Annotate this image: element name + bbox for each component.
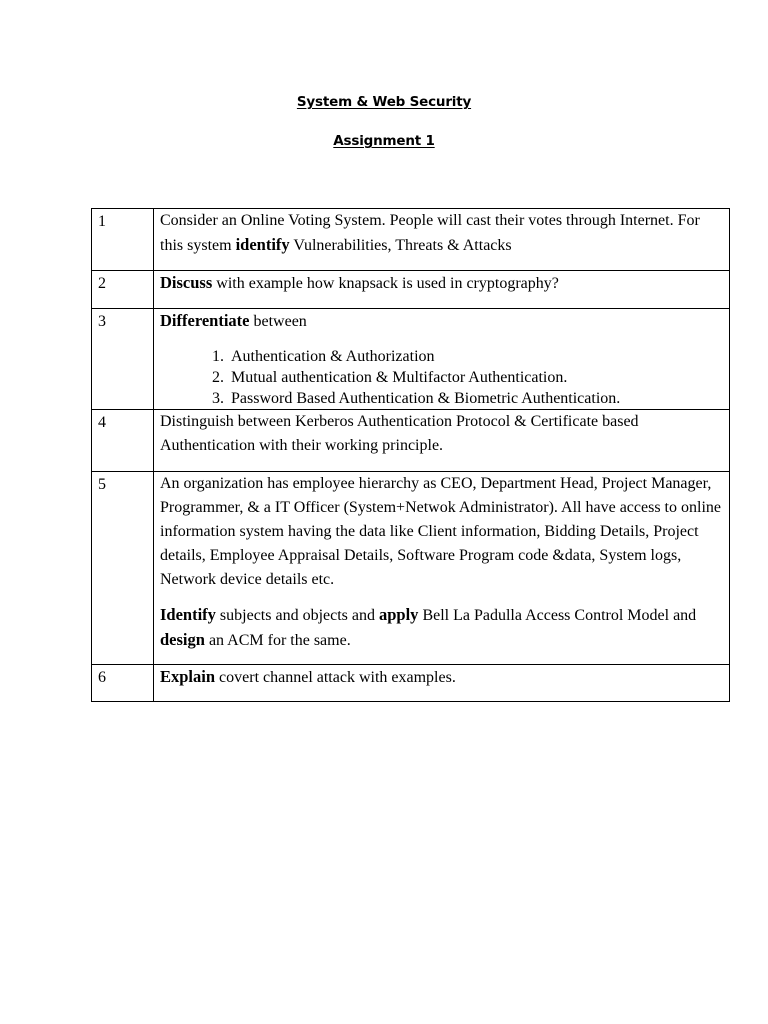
question-number: 6 <box>92 665 154 702</box>
table-row <box>92 665 730 702</box>
question-number: 4 <box>92 410 154 472</box>
question-keyword: Explain <box>160 667 216 686</box>
question-text: Discuss with example how knapsack is used in cryptography? <box>154 271 730 309</box>
question-text: Differentiate between 1. Authentication & Authorization 2. Mutual authentication & Multifactor Authentication. 3. Password Based Authentication & Biometric Authentication. <box>154 309 730 410</box>
question-keyword: design <box>160 630 205 649</box>
document-title: System & Web Security <box>296 94 472 110</box>
list-item: 1. Authentication & Authorization <box>228 346 723 367</box>
question-text: Consider an Online Voting System. People will cast their votes through Internet. For this system identify Vulnerabilities, Threats & Attacks <box>154 209 730 271</box>
list-item: 3. Password Based Authentication & Biometric Authentication. <box>228 388 723 409</box>
assignment-table <box>91 208 730 702</box>
question-number: 2 <box>92 271 154 309</box>
question-text: Explain covert channel attack with examples. <box>154 665 730 702</box>
question-number: 5 <box>92 472 154 665</box>
table-row <box>92 410 730 472</box>
comparison-list <box>160 346 723 409</box>
question-keyword: Identify <box>160 605 216 624</box>
table-row <box>92 209 730 271</box>
question-text: An organization has employee hierarchy as CEO, Department Head, Project Manager, Programmer, & a IT Officer (System+Netwok Administrator). All have access to online information system having the data like Client information, Bidding Details, Project details, Employee Appraisal Details, Software Program code &data, System logs, Network device details etc. Identify subjects and objects and apply Bell La Padulla Access Control Model and design an ACM for the same. <box>154 472 730 665</box>
question-keyword: apply <box>379 605 419 624</box>
question-keyword: Differentiate <box>160 311 250 330</box>
document-subtitle: Assignment 1 <box>333 133 435 149</box>
question-number: 3 <box>92 309 154 410</box>
question-keyword: identify <box>235 235 290 254</box>
question-keyword: Discuss <box>160 273 213 292</box>
list-item: 2. Mutual authentication & Multifactor Authentication. <box>228 367 723 388</box>
table-row <box>92 309 730 410</box>
question-number: 1 <box>92 209 154 271</box>
table-row <box>92 472 730 665</box>
table-row <box>92 271 730 309</box>
question-text: Distinguish between Kerberos Authentication Protocol & Certificate based Authentication with their working principle. <box>154 410 730 472</box>
